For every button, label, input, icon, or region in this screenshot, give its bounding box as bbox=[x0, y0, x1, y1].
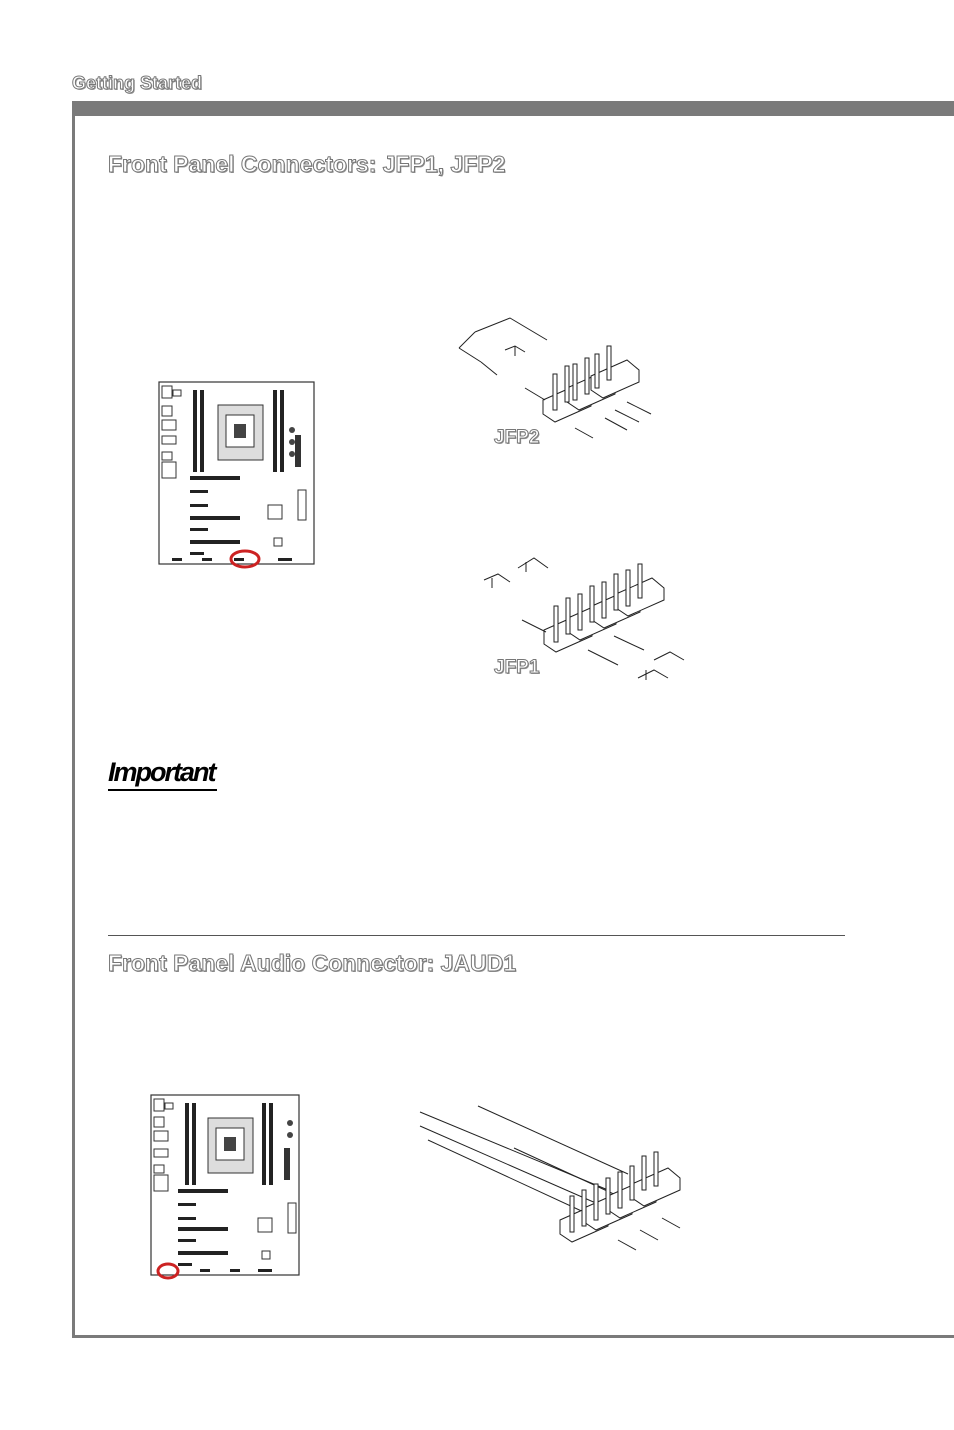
frame-bottom-rule bbox=[72, 1335, 954, 1338]
jaud1-pin-diagram bbox=[418, 1100, 698, 1260]
section-divider bbox=[108, 935, 845, 936]
jfp2-label: JFP2 bbox=[494, 427, 540, 448]
section-title-front-panel: Front Panel Connectors: JFP1, JFP2 bbox=[108, 151, 506, 177]
jfp1-label: JFP1 bbox=[494, 657, 540, 678]
important-underline bbox=[108, 789, 217, 791]
frame-left-rule bbox=[72, 101, 75, 1338]
important-heading: Important bbox=[108, 757, 215, 787]
header-bar bbox=[72, 101, 954, 116]
motherboard-diagram-jfp bbox=[158, 380, 316, 566]
section-title-audio: Front Panel Audio Connector: JAUD1 bbox=[108, 950, 517, 976]
motherboard-diagram-jaud bbox=[150, 1093, 302, 1279]
jfp2-pin-diagram bbox=[455, 310, 655, 440]
running-header: Getting Started bbox=[72, 73, 203, 93]
